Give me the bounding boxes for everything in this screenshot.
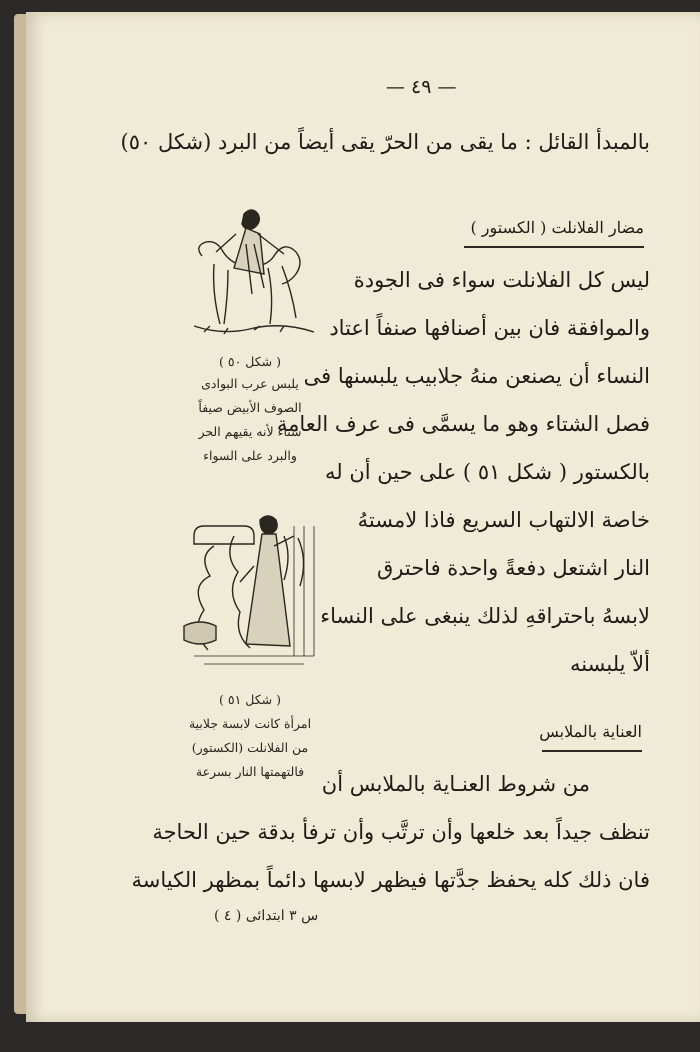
- heading-underline: [464, 246, 644, 248]
- body-line: لابسهُ باحتراقهِ لذلك ينبغى على النساء: [320, 604, 650, 628]
- body-line: والموافقة فان بين أصنافها صنفاً اعتاد: [329, 316, 650, 340]
- figure-51-caption-line: من الفلانلت (الكستور): [191, 740, 309, 755]
- figure-50-label: ( شكل ٥٠ ): [219, 354, 281, 369]
- body-line: النساء أن يصنعن منهُ جلابيب يلبسنها فى: [303, 364, 650, 388]
- book-page: [26, 12, 700, 1022]
- section-heading-clothes-care: العناية بالملابس: [539, 722, 642, 741]
- page-number: — ٤٩ —: [386, 76, 457, 98]
- body-line: ليس كل الفلانلت سواء فى الجودة: [353, 268, 650, 292]
- intro-line: بالمبدأ القائل : ما يقى من الحرّ يقى أيضاً من البرد (شكل ٥٠): [120, 130, 650, 154]
- figure-50-caption-line: يلبس عرب البوادى: [201, 376, 299, 391]
- figure-51-caption-line: فالتهمتها النار بسرعة: [195, 764, 305, 779]
- figure-50-caption-line: شتاء لأنه يقيهم الحر: [198, 424, 302, 439]
- body-line: فصل الشتاء وهو ما يسمَّى فى عرف العامة: [276, 412, 650, 436]
- woman-on-fire-illustration: [174, 506, 334, 676]
- heading-underline: [542, 750, 642, 752]
- body-line: خاصة الالتهاب السريع فاذا لامستهُ: [357, 508, 650, 532]
- body-line: بالكستور ( شكل ٥١ ) على حين أن له: [325, 460, 650, 484]
- figure-51-caption-line: امرأة كانت لابسة جلابية: [188, 716, 312, 731]
- figure-51-label: ( شكل ٥١ ): [219, 692, 281, 707]
- figure-50-caption-line: والبرد على السواء: [203, 448, 297, 463]
- page-footer-signature: س ٣ ابتدائى ( ٤ ): [214, 908, 319, 924]
- figure-50-caption-line: الصوف الأبيض صيفاً: [198, 400, 302, 415]
- body-line: فان ذلك كله يحفظ جدَّتها فيظهر لابسها دائماً بمظهر الكياسة: [131, 868, 650, 892]
- body-line: ألاّ يلبسنه: [570, 652, 650, 676]
- body-line: النار اشتعل دفعةً واحدة فاحترق: [376, 556, 650, 580]
- section-heading-flannel: مضار الفلانلت ( الكستور ): [470, 218, 644, 237]
- body-line: تنظف جيداً بعد خلعها وأن ترتَّب وأن ترفأ بدقة حين الحاجة: [152, 820, 650, 844]
- bedouin-on-camel-illustration: [184, 204, 314, 344]
- body-line: من شروط العنـاية بالملابس أن: [321, 772, 590, 796]
